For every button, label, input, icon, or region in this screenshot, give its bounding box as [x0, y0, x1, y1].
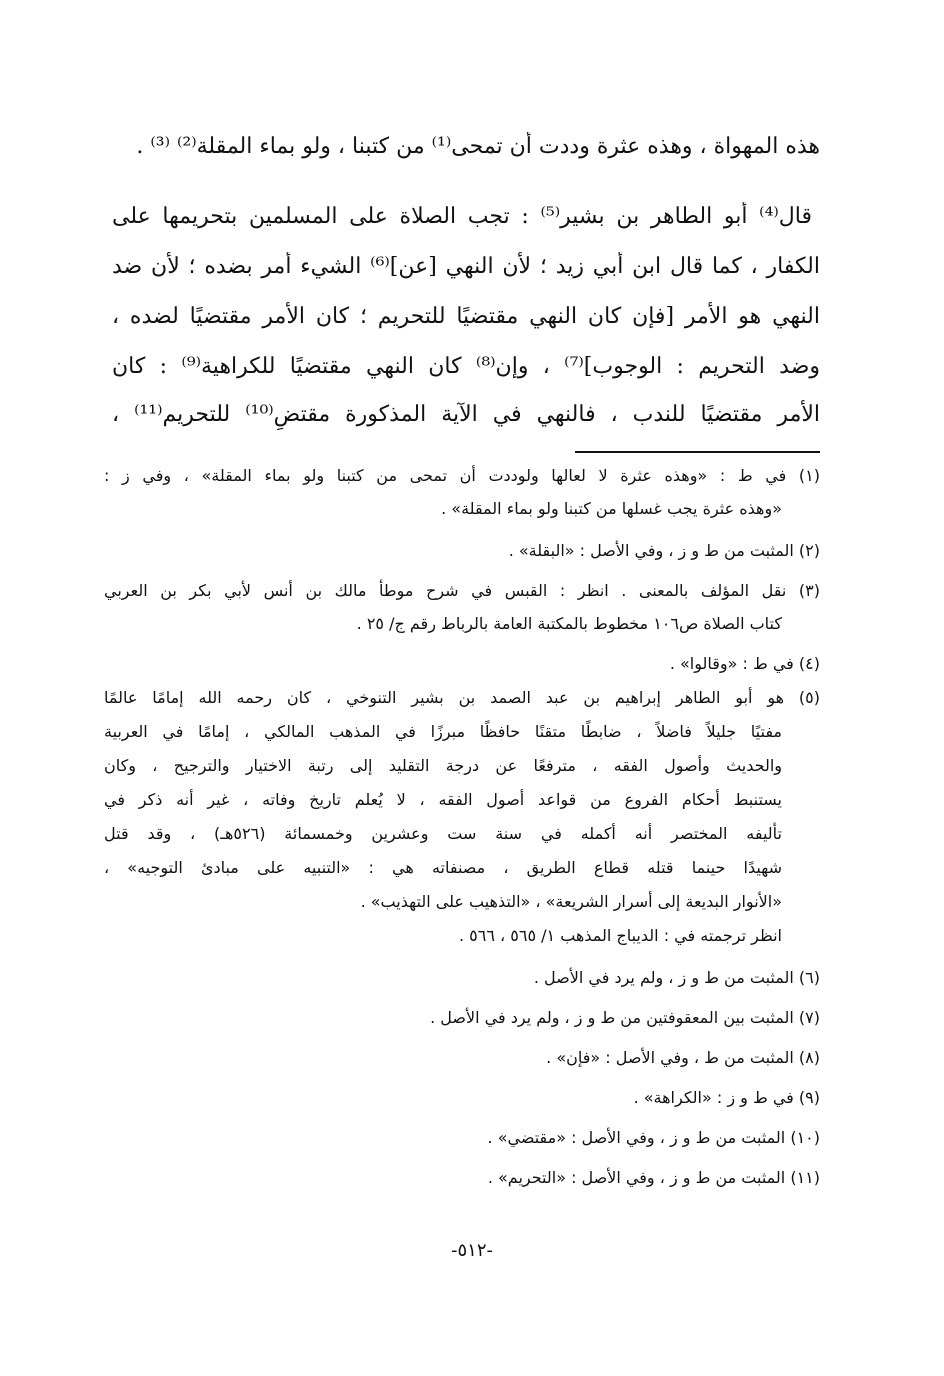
footnote-line: (١٠) المثبت من ط و ز ، وفي الأصل : «مقتضي» .: [487, 1128, 820, 1147]
footnote-line: (٢) المثبت من ط و ز ، وفي الأصل : «البقلة» .: [508, 541, 820, 560]
footnote-line: (٦) المثبت من ط و ز ، ولم يرد في الأصل .: [533, 968, 820, 987]
footnote-line: تأليفه المختصر أنه أكمله في سنة ست وعشرين وخمسمائة (٥٢٦هـ) ، وقد قتل: [104, 824, 782, 843]
footnote-line: (٩) في ط و ز : «الكراهة» .: [633, 1088, 820, 1107]
footnote-line: (١) في ط : «وهذه عثرة لا لعالها ولوددت أن تمحى من كتبنا ولو بماء المقلة» ، وفي ز :: [104, 466, 820, 485]
main-text-line: الكفار ، كما قال ابن أبي زيد ؛ لأن النهي [عن]⁽⁶⁾ الشيء أمر بضده ؛ لأن ضد: [112, 254, 820, 279]
footnote-line: والحديث وأصول الفقه ، مترفعًا عن درجة التقليد إلى رتبة الاختيار والترجيح ، وكان: [104, 756, 782, 775]
footnote-line: (١١) المثبت من ط و ز ، وفي الأصل : «التحريم» .: [487, 1168, 820, 1187]
main-text-line: وضد التحريم : الوجوب]⁽⁷⁾ ، وإن⁽⁸⁾ كان النهي مقتضيًا للكراهية⁽⁹⁾ : كان: [112, 354, 820, 379]
footnote-line: (٧) المثبت بين المعقوفتين من ط و ز ، ولم يرد في الأصل .: [430, 1008, 820, 1027]
footnote-line: كتاب الصلاة ص١٠٦ مخطوط بالمكتبة العامة بالرباط رقم ج/ ٢٥ .: [356, 614, 782, 633]
footnote-line: شهيدًا حينما قتله قطاع الطريق ، مصنفاته هي : «التنبيه على مبادئ التوجيه» ،: [104, 858, 782, 877]
main-text-line: قال⁽⁴⁾ أبو الطاهر بن بشير⁽⁵⁾ : تجب الصلاة على المسلمين بتحريمها على: [112, 204, 812, 229]
footnote-line: انظر ترجمته في : الديباج المذهب ١/ ٥٦٥ ، ٥٦٦ .: [458, 926, 782, 945]
main-text-line: الأمر مقتضيًا للندب ، فالنهي في الآية المذكورة مقتضٍ⁽¹⁰⁾ للتحريم⁽¹¹⁾ ،: [112, 402, 820, 427]
page-number: -٥١٢-: [450, 1240, 493, 1261]
footnote-line: «وهذه عثرة يجب غسلها من كتبنا ولو بماء المقلة» .: [441, 499, 782, 518]
footnote-line: (٣) نقل المؤلف بالمعنى . انظر : القبس في شرح موطأ مالك بن أنس لأبي بكر بن العربي: [104, 581, 820, 600]
footnote-divider: [575, 451, 820, 453]
footnote-line: يستنبط أحكام الفروع من قواعد أصول الفقه ، لا يُعلم تاريخ وفاته ، غير أنه ذكر في: [104, 790, 782, 809]
footnote-line: (٤) في ط : «وقالوا» .: [669, 654, 820, 673]
footnote-line: مفتيًا جليلاً فاضلاً ، ضابطًا متقنًا حافظًا مبرزًا في المذهب المالكي ، إمامًا في العربية: [104, 722, 782, 741]
main-text-line: هذه المهواة ، وهذه عثرة وددت أن تمحى⁽¹⁾ من كتبنا ، ولو بماء المقلة⁽²⁾ ⁽³⁾ .: [136, 134, 820, 159]
footnote-line: «الأنوار البديعة إلى أسرار الشريعة» ، «التذهيب على التهذيب» .: [360, 892, 782, 911]
footnote-line: (٨) المثبت من ط ، وفي الأصل : «فإن» .: [546, 1048, 820, 1067]
main-text-line: النهي هو الأمر [فإن كان النهي مقتضيًا للتحريم ؛ كان الأمر مقتضيًا لضده ،: [112, 304, 820, 329]
footnote-line: (٥) هو أبو الطاهر إبراهيم بن عبد الصمد بن بشير التنوخي ، كان رحمه الله إمامًا عالمًا: [104, 688, 820, 707]
